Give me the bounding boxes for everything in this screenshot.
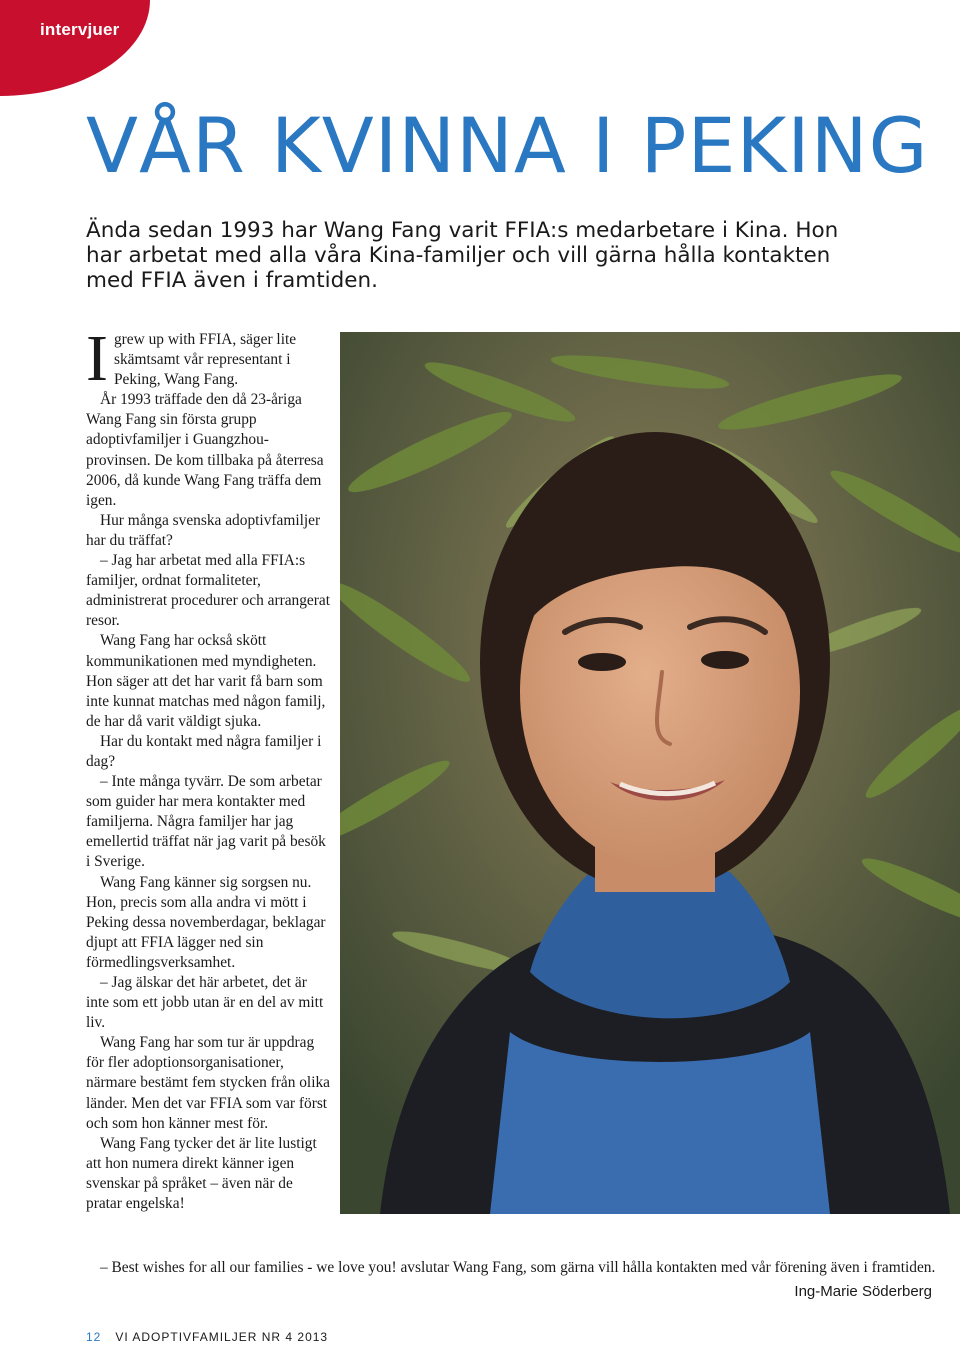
article-paragraph: Wang Fang har också skött kommunikationen med myndigheten. Hon säger att det har varit få barn som inte kunnat matchas med någon familj, de har då varit väldigt sjuka. [86,632,326,730]
author-byline: Ing-Marie Söderberg [794,1283,932,1300]
section-label: intervjuer [40,20,120,39]
article-paragraph: Wang Fang tycker det är lite lustigt att hon numera direkt känner igen svenskar på språket – även när de pratar engelska! [86,1134,317,1213]
page-title: VÅR KVINNA I PEKING [86,101,929,190]
lead-paragraph: Ända sedan 1993 har Wang Fang varit FFIA:s medarbetare i Kina. Hon har arbetat med alla våra Kina-familjer och vill gärna hålla kontakten med FFIA även i framtiden. [86,218,839,293]
article-first-paragraph [86,322,331,395]
first-paragraph-text: grew up with FFIA, säger lite skämtsamt vår representant i Peking, Wang Fang. [113,331,297,389]
closing-paragraph: – Best wishes for all our families - we love you! avslutar Wang Fang, som gärna vill hålla kontakten med vår förening även i framtiden. [100,1259,936,1276]
portrait-illustration [340,332,960,1214]
article-body-column [86,322,331,1214]
article-paragraph: – Jag älskar det här arbetet, det är inte som ett jobb utan är en del av mitt liv. [86,974,324,1032]
article-question: Hur många svenska adoptivfamiljer har du träffat? [86,511,321,549]
article-paragraph: – Jag har arbetat med alla FFIA:s familjer, ordnat formaliteter, administrerat procedurer och arrangerat resor. [86,552,330,630]
article-paragraph: Wang Fang känner sig sorgsen nu. Hon, precis som alla andra vi mött i Peking dessa novemberdagar, beklagar djupt att FFIA lägger ned sin förmedlingsverksamhet. [86,873,326,971]
article-paragraph: – Inte många tyvärr. De som arbetar som guider har mera kontakter med familjerna. Några familjer har jag emellertid träffat när jag varit på besök i Sverige. [86,773,326,871]
page-number: 12 [86,1330,102,1344]
portrait-photo [340,332,960,1214]
article-paragraph: År 1993 träffade den då 23-åriga Wang Fang sin första grupp adoptivfamiljer i Guangzhou-provinsen. De kom tillbaka på återresa 2006, då kunde Wang Fang träffa dem igen. [86,391,324,509]
article-question: Har du kontakt med några familjer i dag? [86,732,322,770]
publication-name: VI ADOPTIVFAMILJER NR 4 2013 [115,1330,329,1344]
drop-cap: I [86,322,108,395]
article-paragraph: Wang Fang har som tur är uppdrag för fler adoptionsorganisationer, närmare bestämt fem stycken från olika länder. Men det var FFIA som var först och som hon känner mest för. [86,1034,331,1132]
section-corner-tab [0,0,150,96]
page-footer [86,1330,328,1344]
